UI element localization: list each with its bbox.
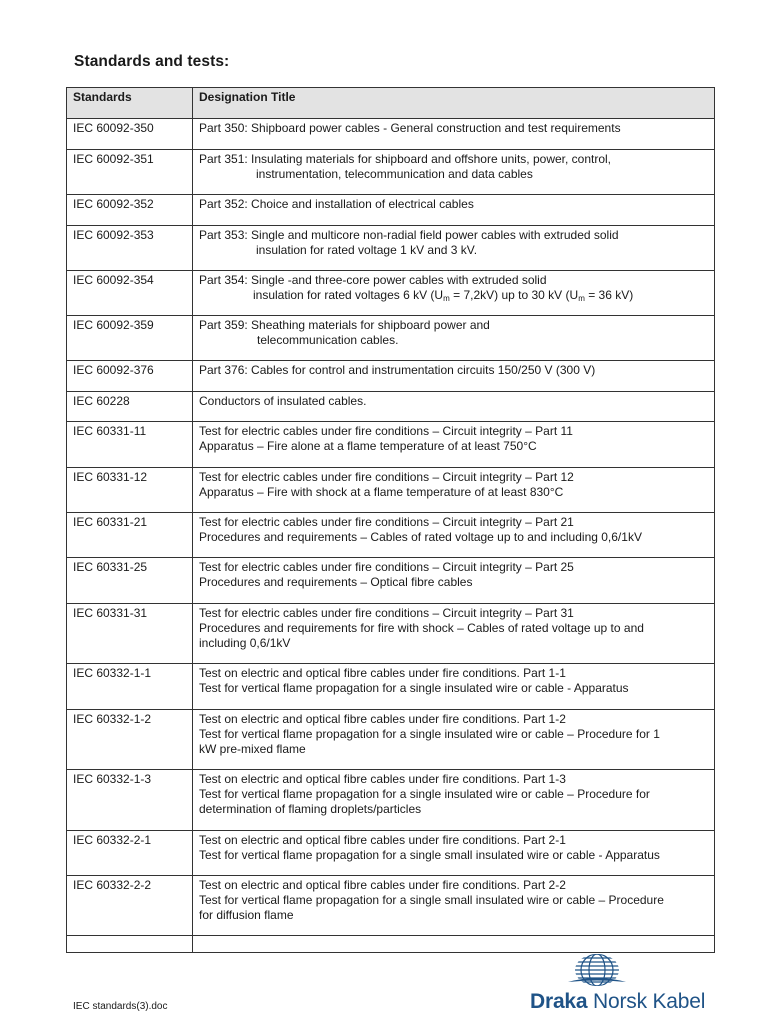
header-designation-title: Designation Title	[193, 88, 715, 119]
title-line: Part 352: Choice and installation of electrical cables	[199, 197, 474, 211]
standard-code: IEC 60331-12	[67, 468, 193, 513]
title-line: Test on electric and optical fibre cables under fire conditions. Part 2-1	[199, 833, 566, 847]
designation-title	[193, 604, 715, 664]
empty-cell	[193, 936, 715, 953]
standard-code: IEC 60331-21	[67, 513, 193, 558]
designation-title	[193, 468, 715, 513]
title-line: Part 351: Insulating materials for shipboard and offshore units, power, control,	[199, 152, 612, 166]
designation-title	[193, 119, 715, 150]
designation-title	[193, 150, 715, 195]
designation-title	[193, 513, 715, 558]
title-line: Test for vertical flame propagation for a single insulated wire or cable – Procedure for	[199, 787, 650, 801]
table-row	[67, 664, 715, 710]
globe-logo-icon	[566, 952, 628, 990]
designation-title	[193, 710, 715, 770]
title-line: insulation for rated voltage 1 kV and 3 kV.	[256, 243, 478, 257]
title-line: Test on electric and optical fibre cables under fire conditions. Part 1-3	[199, 772, 566, 786]
table-row	[67, 119, 715, 150]
title-line: Apparatus – Fire with shock at a flame temperature of at least 830°C	[199, 485, 564, 499]
title-line: insulation for rated voltages 6 kV $(U_m = 7,2kV)$ up to 30 kV ($U_m = 36$ kV)	[253, 288, 634, 303]
designation-title	[193, 770, 715, 831]
standards-table	[66, 87, 715, 953]
title-line: Part 353: Single and multicore non-radial field power cables with extruded solid	[199, 228, 619, 242]
title-line: Test for electric cables under fire conditions – Circuit integrity – Part 11	[199, 424, 573, 438]
company-logo	[530, 952, 740, 1018]
table-row	[67, 513, 715, 558]
designation-title	[193, 831, 715, 876]
title-line: Test on electric and optical fibre cables under fire conditions. Part 1-2	[199, 712, 566, 726]
table-row	[67, 604, 715, 664]
table-row	[67, 876, 715, 936]
title-line: Part 350: Shipboard power cables - General construction and test requirements	[199, 121, 621, 135]
designation-title	[193, 195, 715, 226]
standard-code: IEC 60228	[67, 392, 193, 422]
title-line: Test on electric and optical fibre cables under fire conditions. Part 2-2	[199, 878, 566, 892]
title-line: Test on electric and optical fibre cables under fire conditions. Part 1-1	[199, 666, 566, 680]
title-line: Apparatus – Fire alone at a flame temperature of at least 750°C	[199, 439, 537, 453]
table-row	[67, 392, 715, 422]
standard-code: IEC 60332-2-1	[67, 831, 193, 876]
title-line: Test for electric cables under fire conditions – Circuit integrity – Part 21	[199, 515, 574, 529]
title-line: Procedures and requirements for fire with shock – Cables of rated voltage up to and	[199, 621, 644, 635]
title-line: instrumentation, telecommunication and data cables	[256, 167, 533, 181]
standard-code: IEC 60332-1-3	[67, 770, 193, 831]
table-row	[67, 316, 715, 361]
table-row-empty	[67, 936, 715, 953]
standard-code: IEC 60092-352	[67, 195, 193, 226]
table-row	[67, 558, 715, 604]
table-row	[67, 195, 715, 226]
designation-title	[193, 316, 715, 361]
standard-code: IEC 60332-1-2	[67, 710, 193, 770]
title-line: Test for electric cables under fire conditions – Circuit integrity – Part 12	[199, 470, 574, 484]
designation-title	[193, 226, 715, 271]
title-line: Part 376: Cables for control and instrumentation circuits 150/250 V (300 V)	[199, 363, 596, 377]
title-line: Part 359: Sheathing materials for shipboard power and	[199, 318, 490, 332]
title-line: Test for vertical flame propagation for a single insulated wire or cable – Procedure for 1	[199, 727, 660, 741]
table-header-row	[67, 88, 715, 119]
standard-code: IEC 60332-2-2	[67, 876, 193, 936]
standard-code: IEC 60331-25	[67, 558, 193, 604]
standard-code: IEC 60092-351	[67, 150, 193, 195]
standard-code: IEC 60092-354	[67, 271, 193, 316]
empty-cell	[67, 936, 193, 953]
title-line: Test for vertical flame propagation for a single insulated wire or cable - Apparatus	[199, 681, 629, 695]
title-line: Part 354: Single -and three-core power cables with extruded solid	[199, 273, 547, 287]
title-line: Conductors of insulated cables.	[199, 394, 367, 408]
logo-wordmark: Draka Norsk Kabel	[530, 990, 706, 1013]
table-row	[67, 361, 715, 392]
title-line: Procedures and requirements – Optical fibre cables	[199, 575, 473, 589]
designation-title	[193, 392, 715, 422]
standard-code: IEC 60092-353	[67, 226, 193, 271]
title-line: including 0,6/1kV	[199, 636, 291, 650]
title-line: for diffusion flame	[199, 908, 294, 922]
header-standards: Standards	[67, 88, 193, 119]
table-row	[67, 226, 715, 271]
designation-title	[193, 361, 715, 392]
standard-code: IEC 60092-376	[67, 361, 193, 392]
standard-code: IEC 60092-359	[67, 316, 193, 361]
title-line: Test for vertical flame propagation for a single small insulated wire or cable – Procedure	[199, 893, 664, 907]
designation-title	[193, 558, 715, 604]
standard-code: IEC 60092-350	[67, 119, 193, 150]
designation-title	[193, 271, 715, 316]
designation-title	[193, 876, 715, 936]
standard-code: IEC 60331-11	[67, 422, 193, 468]
page-title: Standards and tests:	[74, 53, 230, 70]
designation-title	[193, 664, 715, 710]
footer-filename: IEC standards(3).doc	[73, 1001, 168, 1012]
title-line: kW pre-mixed flame	[199, 742, 306, 756]
table-row	[67, 831, 715, 876]
standard-code: IEC 60332-1-1	[67, 664, 193, 710]
designation-title	[193, 422, 715, 468]
title-line: Test for electric cables under fire conditions – Circuit integrity – Part 25	[199, 560, 574, 574]
table-row	[67, 770, 715, 831]
standard-code: IEC 60331-31	[67, 604, 193, 664]
title-line: Test for vertical flame propagation for a single small insulated wire or cable - Apparatus	[199, 848, 660, 862]
table-row	[67, 271, 715, 316]
table-row	[67, 422, 715, 468]
title-line: determination of flaming droplets/particles	[199, 802, 422, 816]
title-line: Test for electric cables under fire conditions – Circuit integrity – Part 31	[199, 606, 574, 620]
table-row	[67, 468, 715, 513]
title-line: telecommunication cables.	[257, 333, 399, 347]
table-row	[67, 710, 715, 770]
title-line: Procedures and requirements – Cables of rated voltage up to and including 0,6/1kV	[199, 530, 642, 544]
table-row	[67, 150, 715, 195]
